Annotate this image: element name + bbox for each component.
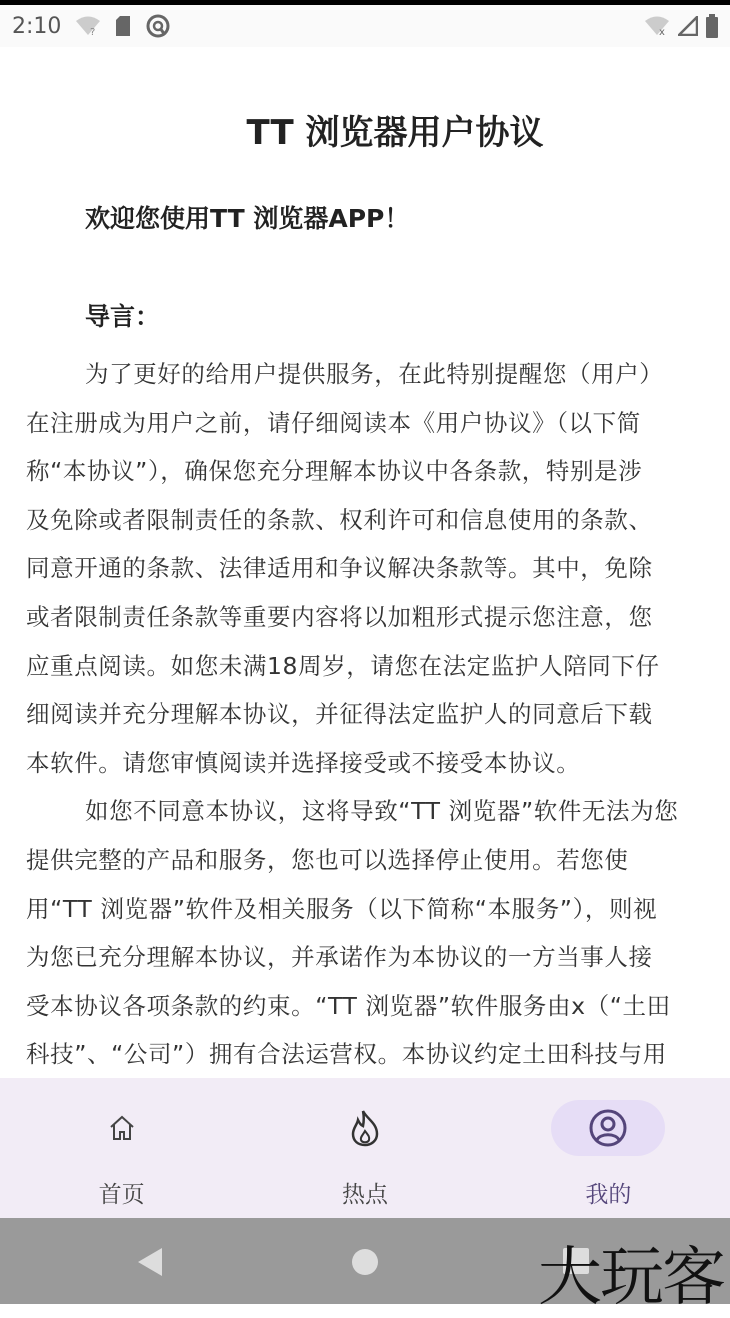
nav-hot-label: 热点 [341, 1182, 388, 1208]
agreement-text-line: 或者限制责任条款等重要内容将以加粗形式提示您注意，您 [26, 603, 653, 631]
agreement-text-line: 称“本协议”），确保您充分理解本协议中各条款，特别是涉 [26, 457, 643, 486]
status-bar [0, 5, 730, 47]
home-circle-icon[interactable] [351, 1248, 379, 1276]
agreement-text-line: 应重点阅读。如您未满18周岁，请您在法定监护人陪同下仔 [26, 651, 660, 680]
agreement-text-line: 受本协议各项条款的约束。“TT 浏览器”软件服务由x（“土田 [26, 991, 671, 1020]
svg-text:?: ? [90, 27, 96, 36]
agreement-text-line: 及免除或者限制责任的条款、权利许可和信息使用的条款、 [26, 505, 653, 534]
signal-icon [678, 16, 698, 36]
agreement-text-line: 为您已充分理解本协议，并承诺作为本协议的一方当事人接 [26, 943, 653, 972]
fire-icon [349, 1109, 381, 1147]
sd-card-icon [115, 15, 131, 37]
person-icon [588, 1108, 628, 1148]
svg-text:x: x [659, 27, 665, 36]
agreement-text-line: 细阅读并充分理解本协议，并征得法定监护人的同意后下载 [26, 700, 653, 729]
nav-mine-label: 我的 [585, 1182, 632, 1208]
agreement-text-line: 提供完整的产品和服务，您也可以选择停止使用。若您使 [26, 846, 629, 874]
agreement-text-line: 如您不同意本协议，这将导致“TT 浏览器”软件无法为您 [85, 797, 679, 826]
wifi-unknown-icon [75, 16, 101, 36]
agreement-text-line: 用“TT 浏览器”软件及相关服务（以下简称“本服务”），则视 [26, 894, 658, 923]
welcome-heading: 欢迎您使用TT 浏览器APP！ [85, 204, 410, 233]
page-title: TT 浏览器用户协议 [246, 113, 544, 153]
data-saver-icon [145, 13, 171, 39]
battery-icon [706, 14, 718, 38]
nav-mine[interactable] [487, 1078, 730, 1218]
clock: 2:10 [12, 13, 62, 39]
nav-home[interactable] [0, 1078, 243, 1218]
agreement-text-line: 科技”、“公司”）拥有合法运营权。本协议约定土田科技与用 [26, 1040, 667, 1069]
back-icon[interactable] [136, 1246, 164, 1278]
agreement-text-line: 为了更好的给用户提供服务，在此特别提醒您（用户） [85, 360, 664, 388]
agreement-content[interactable] [0, 47, 730, 1078]
nav-home-label: 首页 [98, 1182, 145, 1208]
watermark-logo: 大玩客 [538, 1241, 724, 1315]
agreement-text-line: 在注册成为用户之前，请仔细阅读本《用户协议》（以下简 [26, 408, 641, 437]
agreement-text-line: 同意开通的条款、法律适用和争议解决条款等。其中，免除 [26, 554, 653, 583]
section-heading: 导言： [85, 302, 161, 331]
nav-hot[interactable] [243, 1078, 486, 1218]
home-icon [107, 1113, 137, 1143]
wifi-off-icon [644, 16, 670, 36]
bottom-navigation [0, 1078, 730, 1218]
agreement-text-line: 本软件。请您审慎阅读并选择接受或不接受本协议。 [26, 748, 581, 777]
